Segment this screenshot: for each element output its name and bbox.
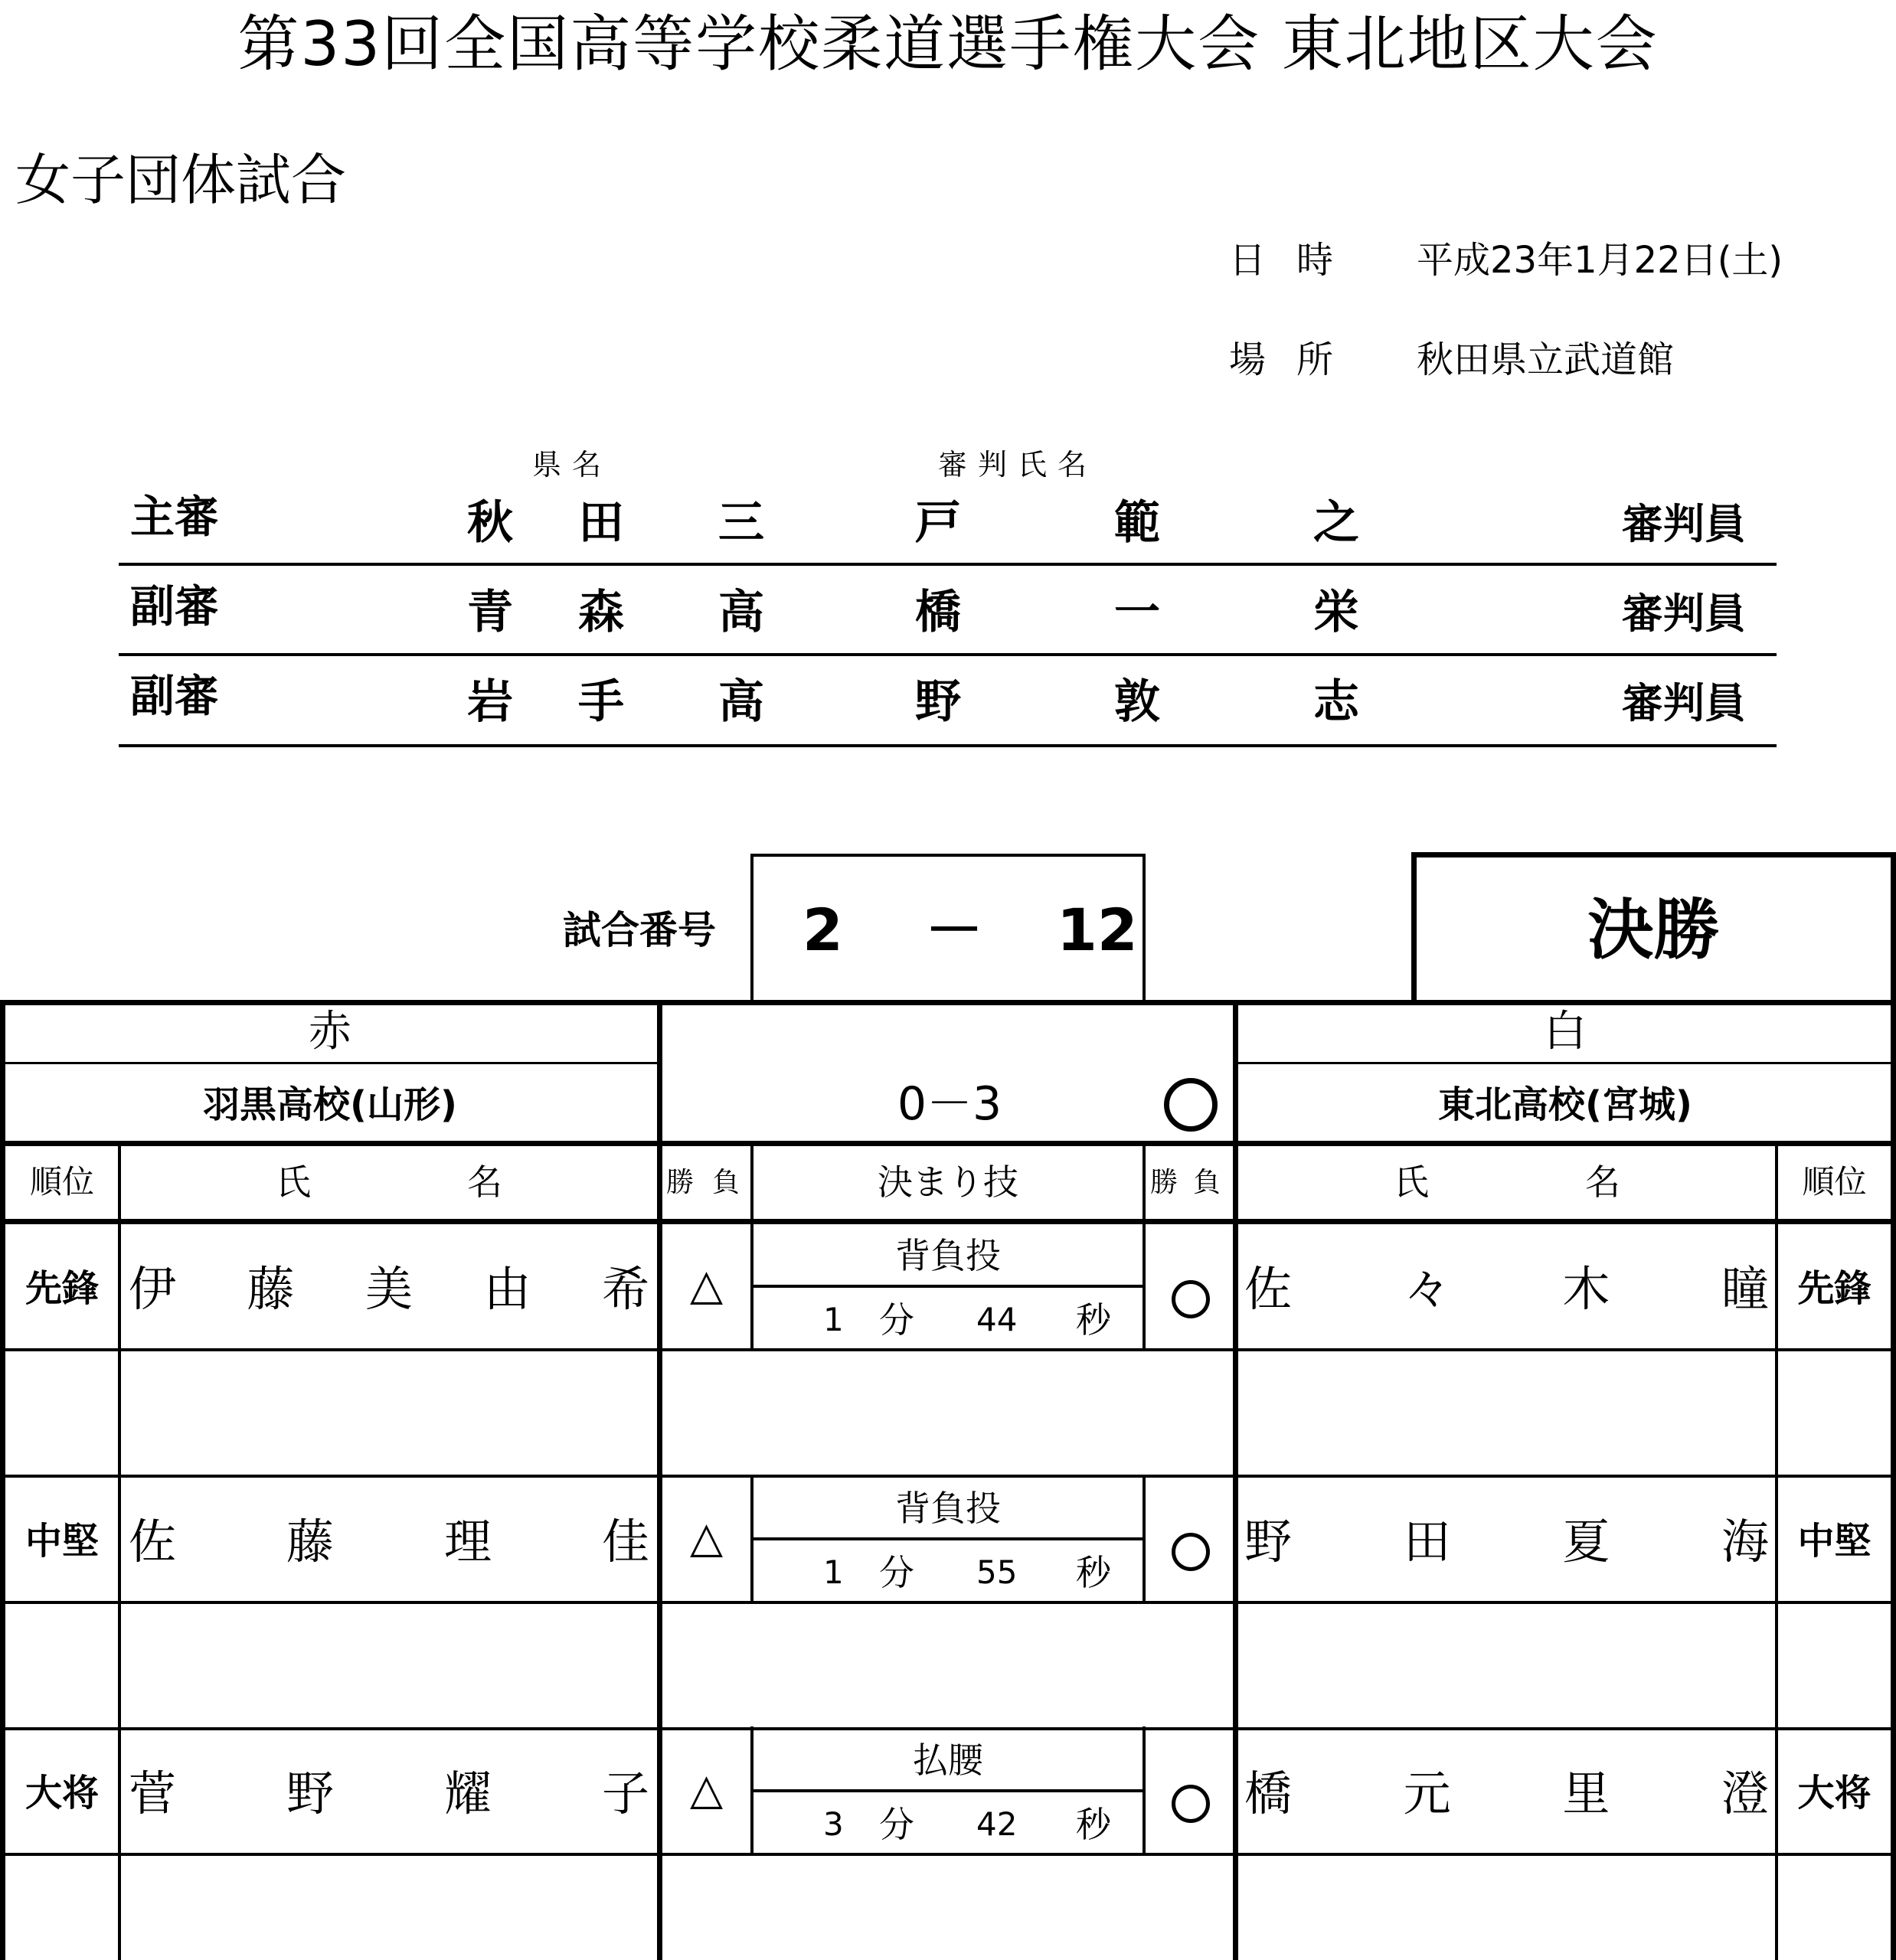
date-value: 平成23年1月22日(土) <box>1417 239 1783 282</box>
referee-title: 審判員 <box>1622 500 1746 548</box>
name-header-white-a: 氏 <box>1394 1161 1429 1203</box>
referee-role: 副審 <box>130 670 220 722</box>
referee-name-char: 一 <box>1114 586 1160 639</box>
time-second-unit: 秒 <box>1076 1299 1111 1341</box>
rank-header-red: 順位 <box>29 1163 94 1200</box>
referee-name-char: 志 <box>1313 675 1359 729</box>
technique-header: 決まり技 <box>878 1161 1018 1203</box>
red-loss-triangle-icon: △ <box>689 1765 724 1815</box>
referee-name-char: 高 <box>718 586 764 639</box>
referee-name-char: 野 <box>915 675 961 729</box>
referee-name-char: 三 <box>718 496 764 550</box>
white-player-name-char: 田 <box>1403 1514 1451 1570</box>
match-number-label: 試合番号 <box>563 908 716 952</box>
white-player-name <box>1244 1222 1769 1348</box>
white-win-circle-icon <box>1172 1533 1210 1571</box>
referee-prefecture-char: 岩 <box>467 675 513 729</box>
result-header-white-a: 勝 <box>1150 1167 1178 1198</box>
time-seconds: 55 <box>976 1553 1018 1591</box>
rank-label-red: 先鋒 <box>25 1267 99 1310</box>
technique-divider <box>752 1285 1144 1288</box>
white-player-name-char: 佐 <box>1244 1261 1293 1317</box>
rank-label-red: 中堅 <box>25 1520 99 1563</box>
referee-prefecture-char: 手 <box>578 675 624 729</box>
referee-prefecture-char: 青 <box>467 586 513 639</box>
referee-name-char: 高 <box>718 675 764 729</box>
referee-row-line <box>119 653 1777 656</box>
white-player-name-char: 々 <box>1403 1261 1451 1317</box>
time-minutes: 1 <box>823 1301 844 1338</box>
referee-name-char: 戸 <box>915 496 961 550</box>
referee-prefecture-char: 秋 <box>467 496 513 550</box>
referee-name-char: 栄 <box>1313 586 1359 639</box>
result-header-red-b: 負 <box>712 1167 740 1198</box>
place-label: 場所 <box>1229 338 1365 381</box>
match-number-right: 12 <box>1057 896 1138 964</box>
match-number-left: 2 <box>803 896 843 964</box>
red-loss-triangle-icon: △ <box>689 1260 724 1310</box>
red-corner-label: 赤 <box>309 1007 351 1057</box>
page-title: 第33回全国高等学校柔道選手権大会 東北地区大会 <box>237 8 1659 80</box>
time-minutes: 1 <box>823 1553 844 1591</box>
red-player-name <box>129 1222 649 1348</box>
red-player-name <box>129 1475 649 1601</box>
red-player-name-char: 野 <box>286 1766 334 1821</box>
white-player-name <box>1244 1475 1769 1601</box>
red-loss-triangle-icon: △ <box>689 1513 724 1563</box>
red-player-name-char: 由 <box>483 1261 531 1317</box>
white-player-name-char: 澄 <box>1721 1766 1769 1821</box>
technique-name: 払腰 <box>913 1740 983 1781</box>
row-divider <box>0 1601 1896 1604</box>
red-player-name-char: 耀 <box>443 1766 492 1821</box>
time-second-unit: 秒 <box>1076 1552 1111 1593</box>
time-seconds: 44 <box>976 1301 1018 1338</box>
referee-prefecture-char: 森 <box>578 586 624 639</box>
red-player-name-char: 佳 <box>601 1514 649 1570</box>
technique-name: 背負投 <box>895 1488 1001 1529</box>
name-header-white-b: 名 <box>1585 1161 1620 1203</box>
rank-label-white: 大将 <box>1797 1772 1871 1815</box>
red-player-name-char: 佐 <box>129 1514 177 1570</box>
rank-label-red: 大将 <box>25 1772 99 1815</box>
referee-name-header: 審判氏名 <box>938 448 1098 482</box>
referee-name-char: 範 <box>1114 496 1160 550</box>
referee-name-char: 之 <box>1313 496 1359 550</box>
match-number-dash: － <box>925 896 983 964</box>
white-player-name-char: 木 <box>1562 1261 1610 1317</box>
technique-divider <box>752 1789 1144 1792</box>
white-player-name-char: 元 <box>1403 1766 1451 1821</box>
red-player-name <box>129 1726 649 1853</box>
place-value: 秋田県立武道館 <box>1417 338 1675 381</box>
date-label: 日時 <box>1229 239 1365 282</box>
red-player-name-char: 伊 <box>129 1261 177 1317</box>
referee-role: 主審 <box>130 491 220 543</box>
result-header-red-a: 勝 <box>666 1167 695 1198</box>
white-player-name-char: 里 <box>1562 1766 1610 1821</box>
white-player-name-char: 橋 <box>1244 1766 1293 1821</box>
white-player-name <box>1244 1726 1769 1853</box>
referee-name-char: 橋 <box>915 586 961 639</box>
referee-prefecture-char: 田 <box>578 496 624 550</box>
referee-title: 審判員 <box>1622 679 1746 727</box>
referee-row-line <box>119 744 1777 747</box>
red-player-name-char: 菅 <box>129 1766 177 1821</box>
white-team-name: 東北高校(宮城) <box>1438 1083 1692 1126</box>
red-player-name-char: 子 <box>601 1766 649 1821</box>
white-corner-label: 白 <box>1544 1007 1587 1057</box>
technique-divider <box>752 1537 1144 1540</box>
referee-name-char: 敦 <box>1114 675 1160 729</box>
red-player-name-char: 理 <box>443 1514 492 1570</box>
time-minutes: 3 <box>823 1805 844 1843</box>
red-player-name-char: 藤 <box>247 1261 295 1317</box>
name-header-red-a: 氏 <box>276 1161 311 1203</box>
time-seconds: 42 <box>976 1805 1018 1843</box>
technique-name: 背負投 <box>895 1235 1001 1276</box>
red-team-name: 羽黒高校(山形) <box>203 1083 457 1126</box>
rank-label-white: 先鋒 <box>1797 1267 1871 1310</box>
time-minute-unit: 分 <box>879 1804 914 1845</box>
rank-header-white: 順位 <box>1802 1163 1867 1200</box>
rank-label-white: 中堅 <box>1797 1520 1871 1563</box>
pref-header: 県名 <box>532 448 613 482</box>
time-minute-unit: 分 <box>879 1552 914 1593</box>
white-win-circle-icon <box>1172 1280 1210 1318</box>
winner-circle-icon <box>1164 1078 1218 1132</box>
row-divider <box>0 1348 1896 1351</box>
red-player-name-char: 藤 <box>286 1514 334 1570</box>
referee-row-line <box>119 563 1777 566</box>
result-header-white-b: 負 <box>1193 1167 1221 1198</box>
white-player-name-char: 野 <box>1244 1514 1293 1570</box>
white-player-name-char: 夏 <box>1562 1514 1610 1570</box>
name-header-red-b: 名 <box>467 1161 502 1203</box>
white-player-name-char: 海 <box>1721 1514 1769 1570</box>
white-player-name-char: 瞳 <box>1721 1261 1769 1317</box>
row-divider <box>0 1853 1896 1856</box>
event-subtitle: 女子団体試合 <box>15 148 347 212</box>
round-label: 決勝 <box>1587 892 1720 969</box>
time-minute-unit: 分 <box>879 1299 914 1341</box>
red-player-name-char: 美 <box>364 1261 413 1317</box>
team-score: 0－3 <box>897 1077 1002 1131</box>
referee-title: 審判員 <box>1622 590 1746 638</box>
white-win-circle-icon <box>1172 1785 1210 1823</box>
time-second-unit: 秒 <box>1076 1804 1111 1845</box>
referee-role: 副審 <box>130 580 220 632</box>
red-player-name-char: 希 <box>601 1261 649 1317</box>
